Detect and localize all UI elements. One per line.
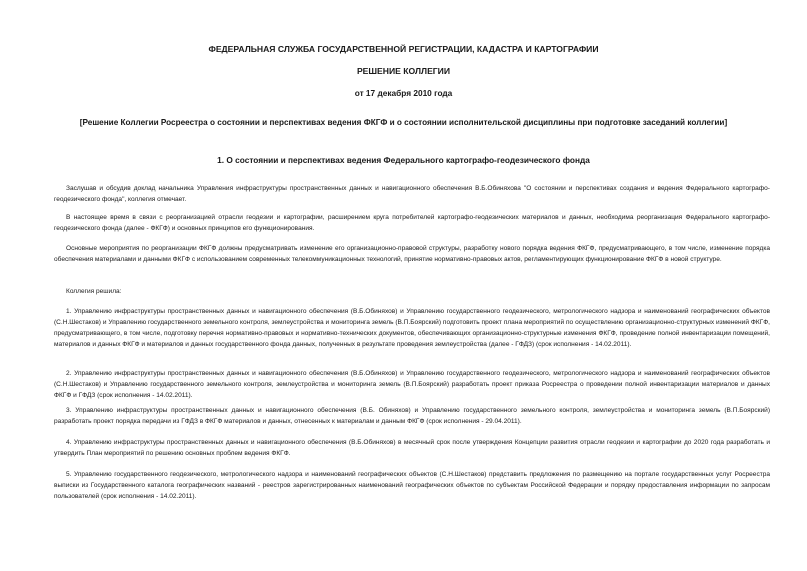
resolution-item-4: 4. Управлению инфраструктуры пространственных данных и навигационного обеспечения (В.Б.Обиняхов) в месячный срок после утверждения Концепции развития отрасли геодезии и картографии до 2020 года разработать и утвердить План мероприятий по решению основных проблем ведения ФКГФ. bbox=[54, 439, 770, 457]
resolution-item-3: 3. Управлению инфраструктуры пространственных данных и навигационного обеспечения (В.Б. Обиняхов) и Управлению государственного земельного контроля, землеустройства и мониторинга земель (В.П.Боярский) разработать проект порядка передачи из ГФДЗ в ФКГФ материалов и данных, отнесенных к материалам и данным ФКГФ (срок исполнения - 29.04.2011). bbox=[54, 407, 770, 425]
decision-type-heading: РЕШЕНИЕ КОЛЛЕГИИ bbox=[356, 66, 451, 76]
resolution-item-1: 1. Управлению инфраструктуры пространственных данных и навигационного обеспечения (В.Б.Обиняхов) и Управлению государственного геодезического, метрологического надзора и наименований географических объектов (С.Н.Шестаков) и Управлению государственного земельного контроля, землеустройства и мониторинга земель (В.П.Боярский) подготовить проект плана мероприятий по осуществлению организационно-структурных изменений ФКГФ, предусматривающего, в том числе, подготовку перечня нормативно-правовых и нормативно-технических документов, обеспечивающих организационно-структурные изменения ФКГФ, проведение полной инвентаризации помещений, материалов и данных ФКГФ и материалов и данных государственного фонда данных, полученных в результате проведения землеустройства (далее - ГФДЗ) (срок исполнения - 14.02.2011). bbox=[54, 308, 770, 348]
organization-heading: ФЕДЕРАЛЬНАЯ СЛУЖБА ГОСУДАРСТВЕННОЙ РЕГИСТРАЦИИ, КАДАСТРА И КАРТОГРАФИИ bbox=[208, 44, 599, 54]
section-title: 1. О состоянии и перспективах ведения Федерального картографо-геодезического фонда bbox=[217, 155, 590, 165]
paragraph: Основные мероприятия по реорганизации ФКГФ должны предусматривать изменение его организационно-правовой структуры, разработку нового порядка ведения ФКГФ, предусматривающего, в том числе, изменение порядка обеспечения материалами и данными ФКГФ с использованием современных телекоммуникационных технологий, принятие нормативно-правовых актов, регламентирующих функционирование ФКГФ в новой структуре. bbox=[54, 245, 770, 263]
paragraph: В настоящее время в связи с реорганизацией отрасли геодезии и картографии, расширением круга потребителей картографо-геодезических материалов и данных, необходима реорганизация Федерального картографо-геодезического фонда (далее - ФКГФ) и основных принципов его функционирования. bbox=[54, 214, 770, 232]
resolution-item-2: 2. Управлению инфраструктуры пространственных данных и навигационного обеспечения (В.Б.Обиняхов) и Управлению государственного геодезического, метрологического надзора и наименований географических объектов (С.Н.Шестаков) и Управлению государственного земельного контроля, землеустройства и мониторинга земель (В.П.Боярский) разработать проект приказа Росреестра о проведении полной инвентаризации материалов и данных ФКГФ и ГФДЗ (срок исполнения - 14.02.2011). bbox=[54, 370, 770, 399]
decision-summary: [Решение Коллегии Росреестра о состоянии и перспективах ведения ФКГФ и о состоянии исполнительской дисциплины при подготовке заседаний коллегии] bbox=[79, 118, 728, 127]
paragraph: Заслушав и обсудив доклад начальника Управления инфраструктуры пространственных данных и навигационного обеспечения В.Б.Обиняхова "О состоянии и перспективах создания и ведения Федерального картографо-геодезического фонда", коллегия отмечает. bbox=[54, 185, 770, 203]
decision-date: от 17 декабря 2010 года bbox=[354, 88, 453, 98]
resolution-item-5: 5. Управлению государственного геодезического, метрологического надзора и наименований географических объектов (С.Н.Шестаков) представить предложения по размещению на портале государственных услуг Росреестра выписки из Государственного каталога географических названий - реестров зарегистрированных наименований географических объектов по субъектам Российской Федерации и порядку предоставления информации по запросам пользователей (срок исполнения - 14.02.2011). bbox=[54, 471, 770, 500]
resolution-intro: Коллегия решила: bbox=[66, 288, 122, 295]
